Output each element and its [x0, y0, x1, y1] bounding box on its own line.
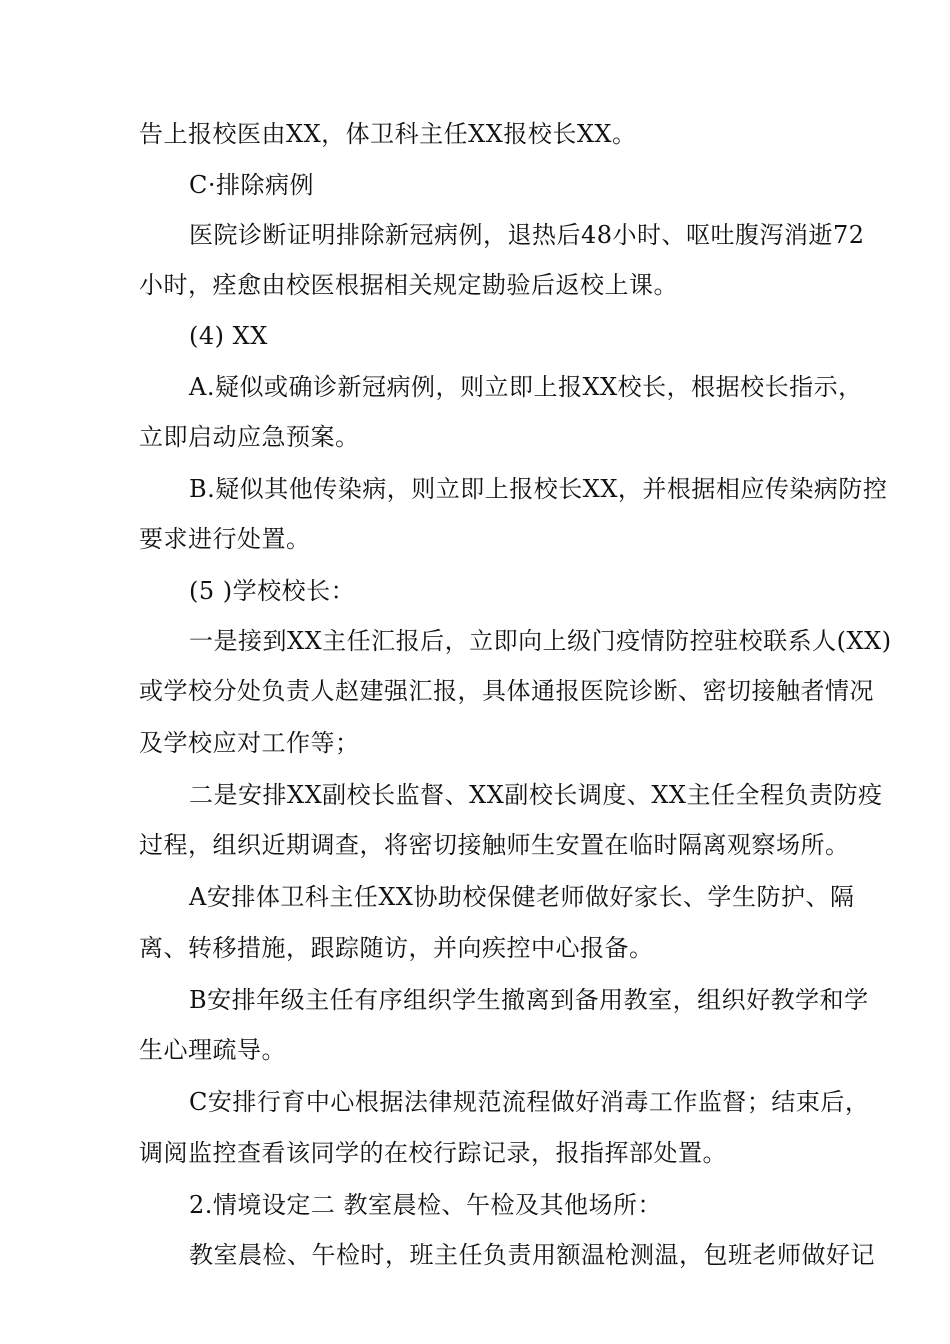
text-line: B安排年级主任有序组织学生撤离到备用教室，组织好教学和学 — [189, 986, 869, 1014]
text-line: B.疑似其他传染病，则立即上报校长XX，并根据相应传染病防控 — [189, 475, 888, 503]
text-line: C安排行育中心根据法律规范流程做好消毒工作监督；结束后， — [189, 1088, 870, 1116]
section-heading: (4) XX — [189, 322, 268, 350]
text-line: 教室晨检、午检时，班主任负责用额温枪测温，包班老师做好记 — [189, 1241, 875, 1269]
text-line: 过程，组织近期调查，将密切接触师生安置在临时隔离观察场所。 — [139, 831, 850, 859]
text-line: 离、转移措施，跟踪随访，并向疾控中心报备。 — [139, 934, 654, 962]
text-line: 告上报校医由XX，体卫科主任XX报校长XX。 — [139, 120, 637, 148]
text-line: 立即启动应急预案。 — [139, 423, 360, 451]
text-line: 及学校应对工作等； — [139, 729, 360, 757]
section-heading: (5 )学校校长： — [189, 577, 356, 605]
text-line: 医院诊断证明排除新冠病例，退热后48小时、呕吐腹泻消逝72 — [189, 221, 865, 249]
text-line: 一是接到XX主任汇报后，立即向上级门疫情防控驻校联系人(XX) — [189, 627, 892, 655]
text-line: A安排体卫科主任XX协助校保健老师做好家长、学生防护、隔 — [189, 883, 855, 911]
text-line: A.疑似或确诊新冠病例，则立即上报XX校长，根据校长指示， — [189, 373, 863, 401]
section-heading: 2.情境设定二 教室晨检、午检及其他场所： — [189, 1191, 663, 1219]
text-line: 要求进行处置。 — [139, 525, 311, 553]
section-heading: C·排除病例 — [189, 171, 314, 199]
text-line: 小时，痊愈由校医根据相关规定勘验后返校上课。 — [139, 271, 678, 299]
text-line: 或学校分处负责人赵建强汇报，具体通报医院诊断、密切接触者情况 — [139, 677, 874, 705]
text-line: 调阅监控查看该同学的在校行踪记录，报指挥部处置。 — [139, 1139, 727, 1167]
text-line: 生心理疏导。 — [139, 1036, 286, 1064]
text-line: 二是安排XX副校长监督、XX副校长调度、XX主任全程负责防疫 — [189, 781, 883, 809]
